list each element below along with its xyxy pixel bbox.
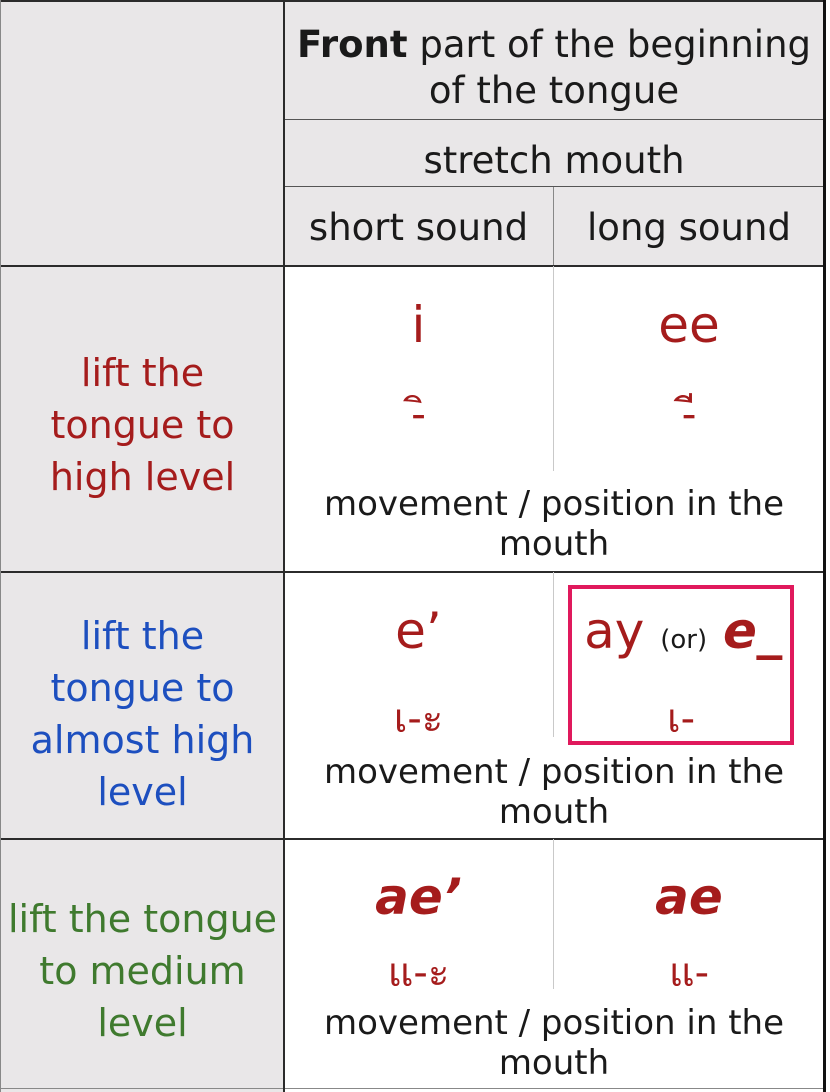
- row1-movement: movement / position in the mouth: [323, 484, 785, 564]
- row1-short-roman: i: [411, 296, 426, 354]
- grid-line-row2: [0, 571, 826, 573]
- row2-long-thai: เ-: [666, 696, 696, 742]
- grid-line-row1: [0, 265, 826, 267]
- row2-short-thai: เ-ะ: [393, 696, 444, 742]
- row3-label: lift the tongue to medium level: [7, 897, 278, 1045]
- row1-long-roman: ee: [658, 296, 720, 354]
- header-front-rest: part of the beginning of the tongue: [407, 23, 812, 112]
- row1-long-thai: -ี: [682, 391, 696, 437]
- row3-long-roman: ae: [655, 868, 723, 926]
- corner-cell: [0, 0, 284, 265]
- grid-line-left: [0, 0, 1, 1092]
- row2-long-or: (or): [660, 625, 708, 655]
- grid-line-header-1: [284, 119, 826, 120]
- grid-line-row3: [0, 838, 826, 840]
- row3-movement: movement / position in the mouth: [323, 1003, 785, 1083]
- row2-short-roman: e’: [395, 602, 442, 660]
- row3-long-thai: แ-: [668, 950, 710, 996]
- grid-line-header-2: [284, 186, 826, 187]
- header-short-sound: short sound: [308, 206, 529, 249]
- row1-label: lift the tongue to high level: [49, 351, 236, 499]
- header-title: [290, 22, 818, 114]
- header-front-bold: Front: [296, 23, 408, 66]
- row3-short-roman: ae’: [375, 868, 462, 926]
- row2-label: lift the tongue to almost high level: [30, 614, 255, 814]
- grid-line-top: [0, 0, 826, 2]
- row2-long-roman-alt: e_: [723, 602, 782, 660]
- header-stretch-mouth: stretch mouth: [423, 139, 685, 182]
- row2-long-roman-line: [574, 602, 792, 660]
- grid-line-bottom: [0, 1088, 826, 1089]
- header-long-sound: long sound: [587, 206, 791, 249]
- row2-movement: movement / position in the mouth: [323, 752, 785, 832]
- row2-long-roman: ay: [584, 602, 645, 660]
- grid-line-row2-mid: [553, 572, 554, 737]
- row1-short-thai: -ิ: [411, 391, 426, 437]
- row3-short-thai: แ-ะ: [387, 950, 450, 996]
